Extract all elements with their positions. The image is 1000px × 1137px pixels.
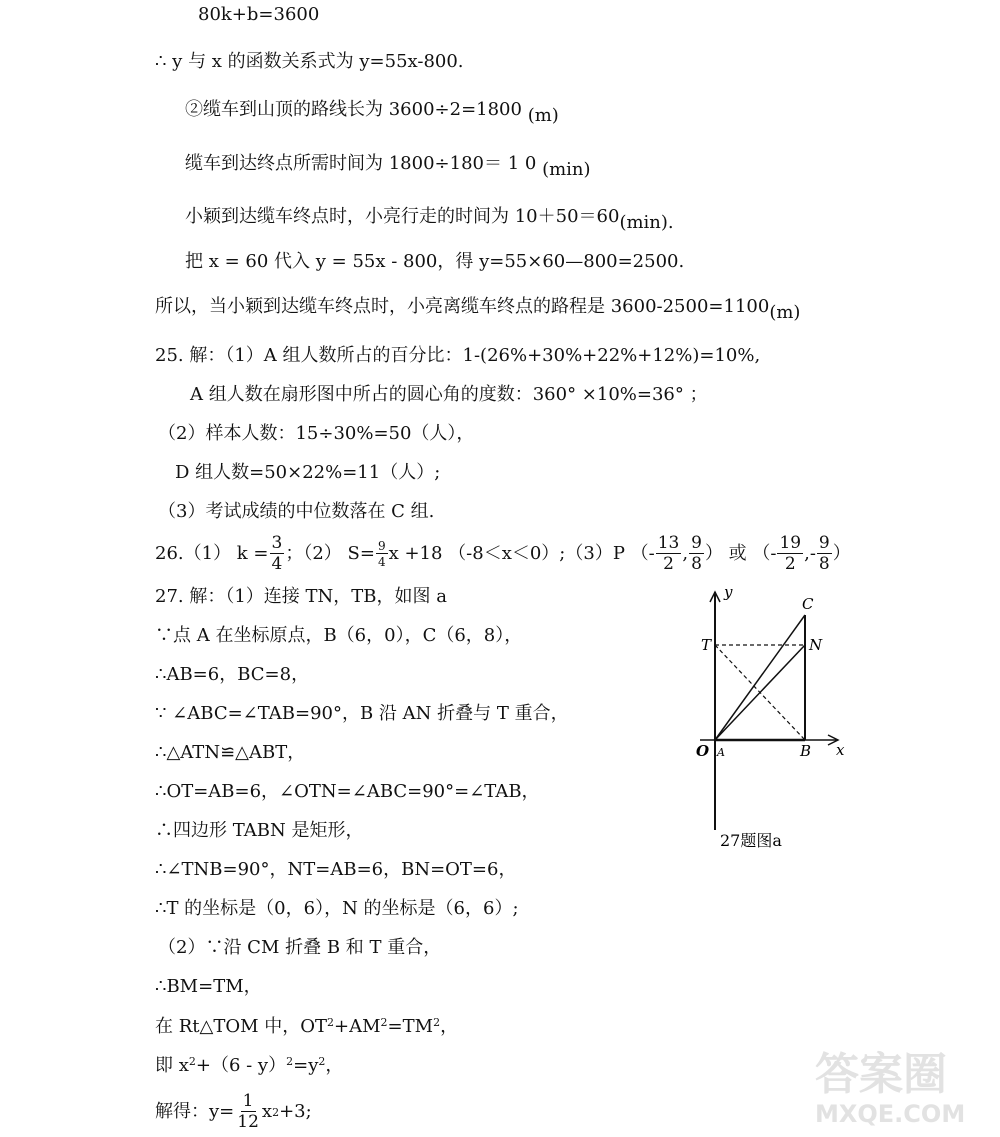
text-line: （3）考试成绩的中位数落在 C 组. bbox=[158, 501, 435, 522]
superscript: 2 bbox=[380, 1016, 388, 1029]
watermark-url: MXQE.COM bbox=[815, 1100, 966, 1128]
unit-label: (min). bbox=[619, 212, 674, 233]
text-line: ∴BM=TM， bbox=[155, 976, 262, 997]
text-line: ∴△ATN≌△ABT， bbox=[155, 742, 306, 763]
text-line bbox=[155, 1093, 312, 1131]
label-y: y bbox=[724, 583, 733, 601]
fraction-numerator: 13 bbox=[657, 533, 680, 553]
superscript: 2 bbox=[433, 1016, 441, 1029]
text-segment: ， bbox=[440, 1016, 459, 1037]
text-segment: 小颖到达缆车终点时，小亮行走的时间为 10＋50＝60 bbox=[185, 206, 620, 227]
text-line: A 组人数在扇形图中所占的圆心角的度数：360° ×10%=36° ； bbox=[190, 384, 708, 405]
text-line bbox=[185, 99, 559, 126]
watermark-logo: 答案圈 bbox=[815, 1049, 947, 1100]
answer-line-26 bbox=[155, 535, 851, 573]
label-x: x bbox=[836, 741, 845, 759]
text-segment: 解得：y= bbox=[155, 1101, 235, 1122]
text-segment: ） bbox=[832, 543, 851, 564]
superscript: 2 bbox=[272, 1105, 280, 1119]
text-segment: 缆车到达终点所需时间为 1800÷180＝ 1 0 bbox=[185, 153, 537, 174]
fraction-numerator: 1 bbox=[242, 1091, 254, 1111]
unit-label: (m) bbox=[769, 302, 801, 323]
fraction-denominator: 2 bbox=[663, 554, 674, 574]
text-segment: ， bbox=[325, 1055, 344, 1076]
text-line bbox=[185, 206, 674, 233]
unit-label: (min) bbox=[542, 159, 591, 180]
equation-line: 80k+b=3600 bbox=[198, 4, 320, 25]
text-line: 25. 解：（1）A 组人数所占的百分比：1-(26%+30%+22%+12%)=10%, bbox=[155, 345, 761, 366]
text-line: ∴四边形 TABN 是矩形， bbox=[155, 820, 364, 841]
figure-caption: 27题图a bbox=[720, 831, 782, 850]
fraction-denominator: 4 bbox=[377, 555, 386, 569]
text-segment: 在 Rt△TOM 中，OT bbox=[155, 1016, 328, 1037]
fraction-numerator: 9 bbox=[377, 539, 386, 553]
text-segment: +（6 - y） bbox=[195, 1055, 287, 1076]
segment-ac bbox=[715, 615, 805, 740]
text-line: ∴∠TNB=90°，NT=AB=6，BN=OT=6， bbox=[155, 859, 517, 880]
fraction-coefficient bbox=[235, 1093, 261, 1131]
fraction-p2-x bbox=[777, 535, 803, 573]
superscript: 2 bbox=[327, 1016, 335, 1029]
text-segment: 26.（1） k = bbox=[155, 543, 269, 564]
label-a: A bbox=[717, 746, 725, 759]
superscript: 2 bbox=[318, 1055, 326, 1068]
fraction-k bbox=[270, 535, 285, 573]
fraction-s bbox=[376, 540, 388, 568]
text-line: ∴ y 与 x 的函数关系式为 y=55x-800. bbox=[155, 51, 464, 72]
geometry-figure bbox=[670, 580, 870, 850]
text-line: （2）∵沿 CM 折叠 B 和 T 重合， bbox=[158, 937, 442, 958]
text-line: D 组人数=50×22%=11（人）; bbox=[175, 462, 441, 483]
text-line bbox=[155, 1017, 458, 1036]
label-c: C bbox=[802, 595, 814, 613]
unit-label: (m) bbox=[527, 105, 559, 126]
fraction-denominator: 2 bbox=[784, 554, 796, 574]
text-line: ∴T 的坐标是（0，6），N 的坐标是（6，6）; bbox=[155, 898, 519, 919]
text-line bbox=[155, 296, 801, 323]
fraction-numerator: 3 bbox=[271, 533, 283, 553]
text-line bbox=[155, 1056, 343, 1075]
label-n: N bbox=[809, 636, 823, 654]
text-segment: =y bbox=[293, 1055, 319, 1076]
text-segment: , bbox=[682, 543, 689, 564]
fraction-denominator: 4 bbox=[271, 554, 283, 574]
label-o: O bbox=[696, 742, 710, 760]
text-line: ∵ ∠ABC=∠TAB=90°，B 沿 AN 折叠与 T 重合， bbox=[155, 703, 569, 724]
label-t: T bbox=[701, 636, 712, 654]
text-line: ∵点 A 在坐标原点，B（6，0），C（6，8）， bbox=[155, 625, 523, 646]
fraction-numerator: 9 bbox=[691, 533, 702, 553]
superscript: 2 bbox=[188, 1055, 196, 1068]
fraction-denominator: 12 bbox=[237, 1112, 259, 1132]
text-line: 27. 解：（1）连接 TN，TB，如图 a bbox=[155, 586, 447, 607]
text-line: ∴AB=6，BC=8， bbox=[155, 664, 310, 685]
fraction-p-y bbox=[689, 535, 704, 573]
text-segment: x +18 （-8＜x＜0）;（3）P （- bbox=[388, 543, 655, 564]
text-segment: =TM bbox=[387, 1016, 434, 1037]
text-segment: ） 或 （- bbox=[704, 543, 777, 564]
fraction-denominator: 8 bbox=[818, 554, 830, 574]
text-line: ∴OT=AB=6，∠OTN=∠ABC=90°=∠TAB， bbox=[155, 781, 540, 802]
text-line: 把 x = 60 代入 y = 55x - 800，得 y=55×60—800=2500. bbox=[185, 251, 685, 272]
label-b: B bbox=[800, 742, 812, 760]
text-line bbox=[185, 153, 591, 180]
fraction-p2-y bbox=[817, 535, 832, 573]
fraction-numerator: 19 bbox=[779, 533, 802, 553]
fraction-numerator: 9 bbox=[818, 533, 830, 553]
fraction-denominator: 8 bbox=[691, 554, 702, 574]
text-segment: 所以，当小颖到达缆车终点时，小亮离缆车终点的路程是 3600-2500=1100 bbox=[155, 296, 770, 317]
text-segment: ②缆车到山顶的路线长为 3600÷2=1800 bbox=[185, 99, 522, 120]
text-segment: +3; bbox=[279, 1101, 312, 1122]
text-line: （2）样本人数：15÷30%=50（人）， bbox=[158, 423, 475, 444]
text-segment: ；（2） S= bbox=[285, 543, 375, 564]
text-segment: +AM bbox=[334, 1016, 381, 1037]
fraction-p-x bbox=[656, 535, 682, 573]
text-segment: ,- bbox=[804, 543, 816, 564]
text-segment: x bbox=[261, 1101, 273, 1122]
text-segment: 即 x bbox=[155, 1055, 189, 1076]
superscript: 2 bbox=[286, 1055, 294, 1068]
